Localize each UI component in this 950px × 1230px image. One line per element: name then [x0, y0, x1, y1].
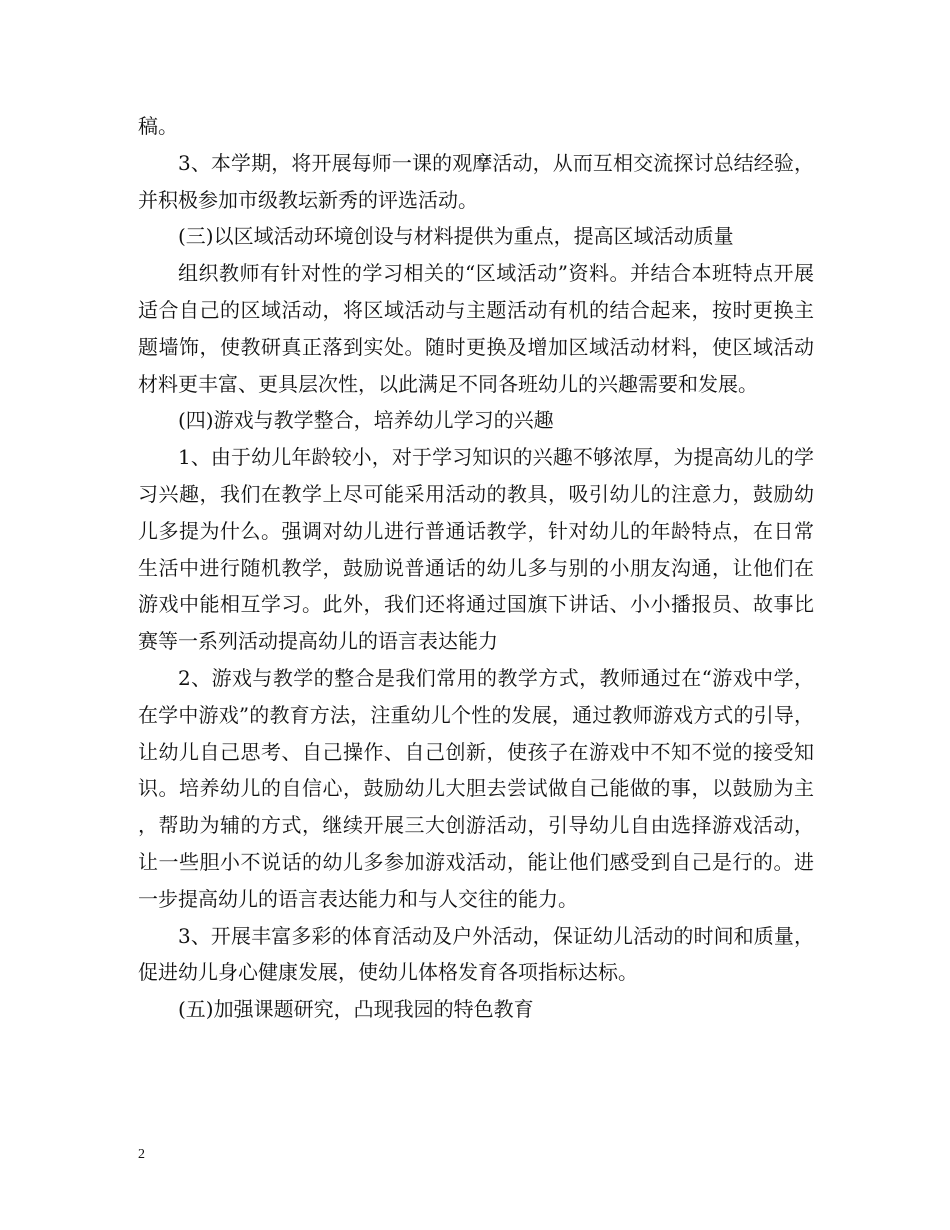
- paragraph-continuation: 稿。: [138, 114, 178, 138]
- paragraph-item-2-game-teaching: 2、游戏与教学的整合是我们常用的教学方式，教师通过在“游戏中学，在学中游戏”的教育方法，注重幼儿个性的发展，通过教师游戏方式的引导，让幼儿自己思考、自己操作、自己创新，使孩子在游戏中不知不觉的接受知识。培养幼儿的自信心，鼓励幼儿大胆去尝试做自己能做的事，以鼓励为主，帮助为辅的方式，继续开展三大创游活动，引导幼儿自由选择游戏活动，让一些胆小不说话的幼儿多参加游戏活动，能让他们感受到自己是行的。进一步提高幼儿的语言表达能力和与人交往的能力。: [138, 665, 814, 911]
- paragraph-area-activities: 组织教师有针对性的学习相关的“区域活动”资料。并结合本班特点开展适合自己的区域活动，将区域活动与主题活动有机的结合起来，按时更换主题墙饰，使教研真正落到实处。随时更换及增加区域活动材料，使区域活动材料更丰富、更具层次性，以此满足不同各班幼儿的兴趣需要和发展。: [138, 261, 814, 396]
- page-number: 2: [138, 1147, 145, 1162]
- paragraph-item-3-observation: 3、本学期，将开展每师一课的观摩活动，从而互相交流探讨总结经验，并积极参加市级教坛新秀的评选活动。: [138, 150, 814, 212]
- document-body: [138, 108, 814, 1028]
- section-heading-5: (五)加强课题研究，凸现我园的特色教育: [178, 997, 534, 1022]
- paragraph-item-3-sports: 3、开展丰富多彩的体育活动及户外活动，保证幼儿活动的时间和质量，促进幼儿身心健康发展，使幼儿体格发育各项指标达标。: [138, 923, 814, 985]
- section-heading-4: (四)游戏与教学整合，培养幼儿学习的兴趣: [178, 408, 554, 433]
- section-heading-3: (三)以区域活动环境创设与材料提供为重点，提高区域活动质量: [178, 224, 734, 249]
- paragraph-item-1-interest: 1、由于幼儿年龄较小，对于学习知识的兴趣不够浓厚，为提高幼儿的学习兴趣，我们在教学上尽可能采用活动的教具，吸引幼儿的注意力，鼓励幼儿多提为什么。强调对幼儿进行普通话教学，针对幼儿的年龄特点，在日常生活中进行随机教学，鼓励说普通话的幼儿多与别的小朋友沟通，让他们在游戏中能相互学习。此外，我们还将通过国旗下讲话、小小播报员、故事比赛等一系列活动提高幼儿的语言表达能力: [138, 445, 814, 654]
